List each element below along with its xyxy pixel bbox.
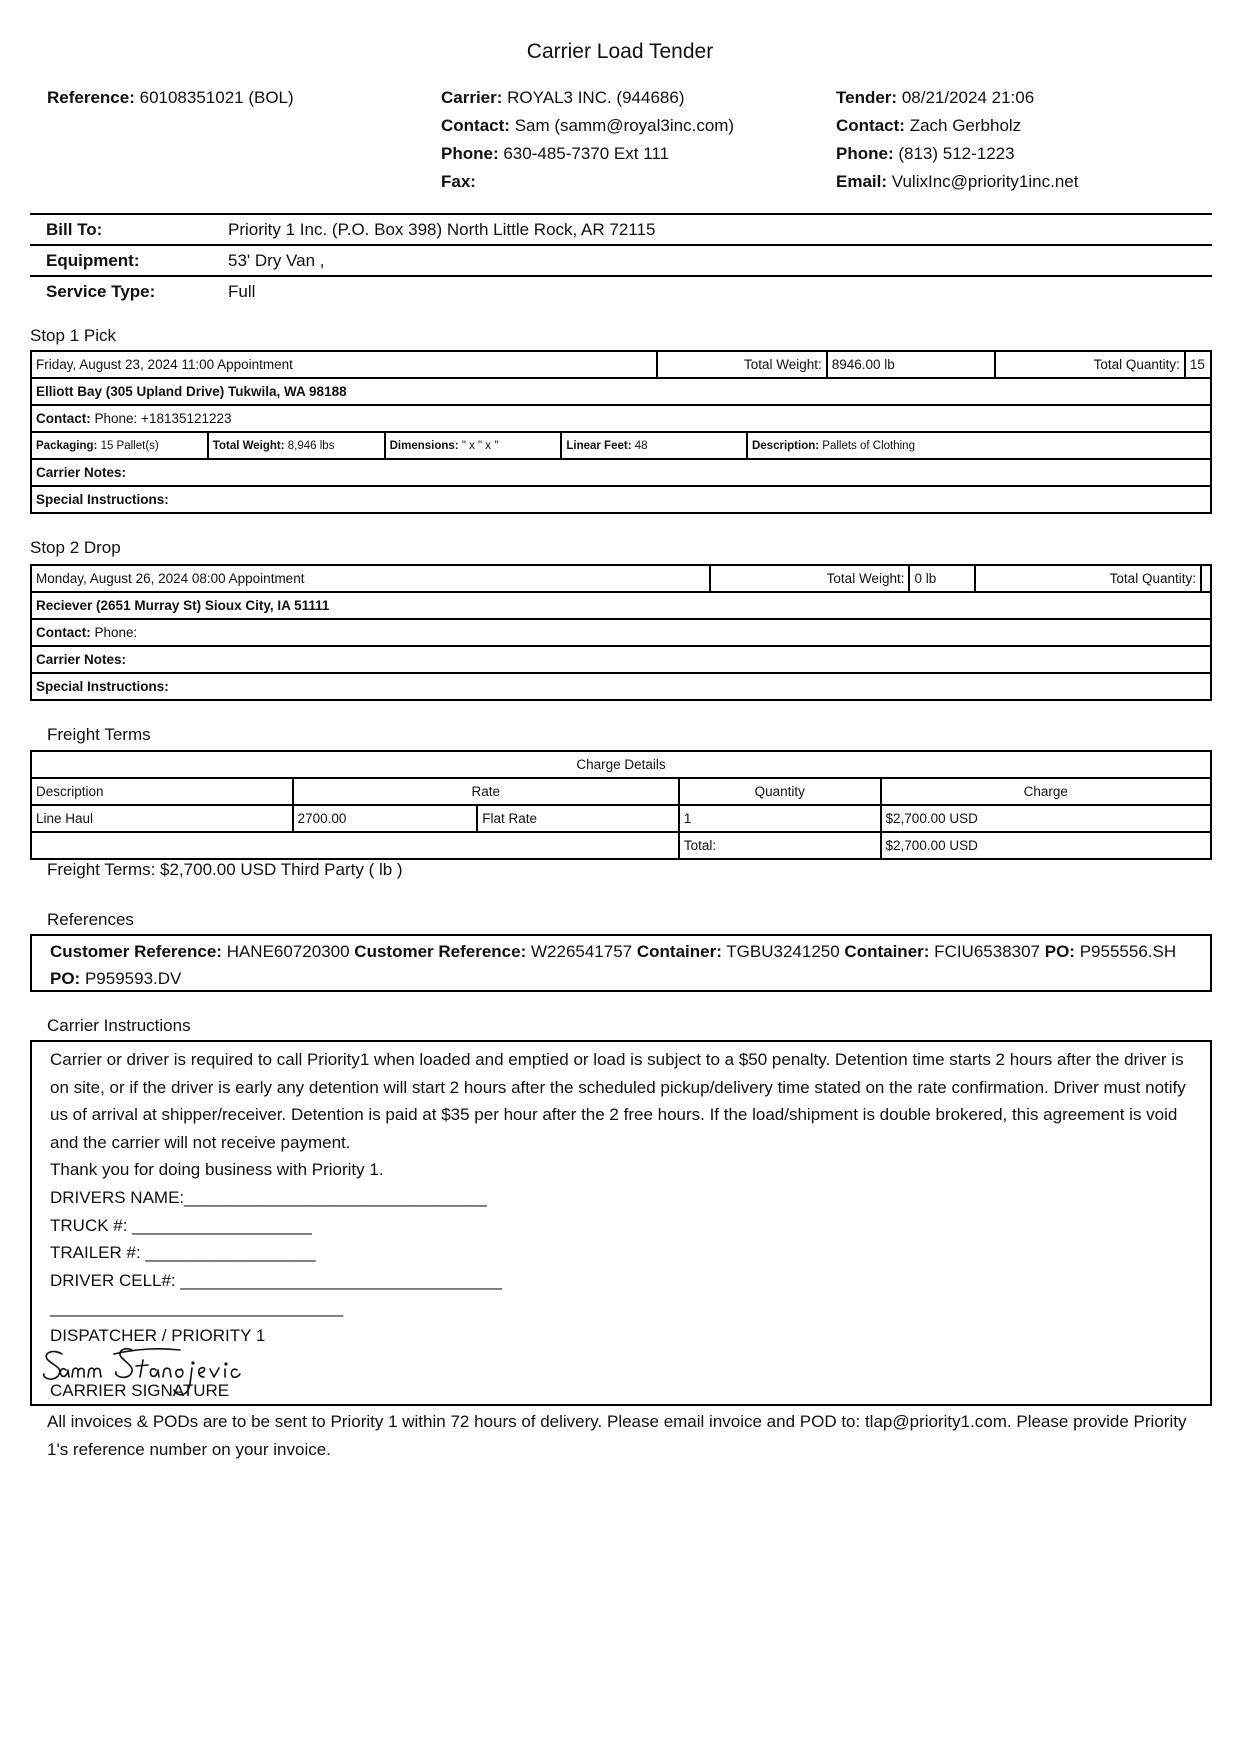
stop1-special-instructions: Special Instructions: bbox=[31, 486, 1211, 513]
tender-value: 08/21/2024 21:06 bbox=[901, 88, 1035, 107]
reference-value-1: HANE60720300 bbox=[226, 942, 350, 961]
stop1-linear-feet bbox=[561, 432, 747, 459]
reference-value-2: W226541757 bbox=[530, 942, 633, 961]
stop1-dimensions-label: Dimensions: bbox=[389, 439, 459, 452]
bill-to-value: Priority 1 Inc. (P.O. Box 398) North Little Rock, AR 72115 bbox=[228, 219, 656, 239]
reference-value-3: TGBU3241250 bbox=[726, 942, 840, 961]
carrier-signature-label: CARRIER SIGNATURE bbox=[50, 1380, 230, 1400]
trailer-line: TRAILER #: __________________ bbox=[50, 1243, 316, 1263]
stop2-contact-value: Phone: bbox=[94, 625, 138, 640]
references-box bbox=[30, 934, 1212, 992]
stop2-location: Reciever (2651 Murray St) Sioux City, IA 51111 bbox=[31, 592, 1211, 619]
stop1-linear-feet-label: Linear Feet: bbox=[566, 439, 632, 452]
stop1-description bbox=[747, 432, 1211, 459]
stop1-heading: Stop 1 Pick bbox=[30, 326, 116, 345]
service-type-label: Service Type: bbox=[46, 281, 156, 301]
reference-label: Reference: bbox=[47, 88, 135, 107]
carrier-phone-label: Phone: bbox=[441, 144, 499, 163]
stop1-packaging-value: 15 Pallet(s) bbox=[100, 439, 159, 452]
reference-label-4: Container: bbox=[844, 942, 930, 961]
bill-to-row bbox=[30, 213, 1212, 244]
tender-contact-value: Zach Gerbholz bbox=[909, 116, 1022, 135]
instructions-thanks: Thank you for doing business with Priority 1. bbox=[50, 1160, 384, 1180]
line-rate: 2700.00 bbox=[293, 805, 478, 832]
stop1-contact bbox=[31, 405, 1211, 432]
tender-phone-label: Phone: bbox=[836, 144, 894, 163]
reference-label-5: PO: bbox=[1044, 942, 1075, 961]
stop2-carrier-notes: Carrier Notes: bbox=[31, 646, 1211, 673]
freight-table bbox=[30, 750, 1212, 860]
header-tender bbox=[836, 84, 1078, 196]
stop1-description-value: Pallets of Clothing bbox=[822, 439, 915, 452]
stop2-special-instructions: Special Instructions: bbox=[31, 673, 1211, 700]
stop1-carrier-notes: Carrier Notes: bbox=[31, 459, 1211, 486]
driver-cell-line: DRIVER CELL#: __________________________________ bbox=[50, 1270, 502, 1290]
carrier-label: Carrier: bbox=[441, 88, 503, 107]
dispatcher-label: DISPATCHER / PRIORITY 1 bbox=[50, 1325, 266, 1345]
freight-terms-text: Freight Terms: $2,700.00 USD Third Party ( lb ) bbox=[47, 860, 403, 879]
carrier-signature-image bbox=[40, 1340, 330, 1400]
col-quantity-header: Quantity bbox=[679, 778, 881, 805]
equipment-label: Equipment: bbox=[46, 250, 140, 270]
truck-line: TRUCK #: ___________________ bbox=[50, 1215, 312, 1235]
stop2-appointment: Monday, August 26, 2024 08:00 Appointment bbox=[31, 565, 710, 592]
stop1-linear-feet-value: 48 bbox=[634, 439, 648, 452]
stop1-contact-label: Contact: bbox=[36, 411, 91, 426]
stop1-dimensions bbox=[385, 432, 562, 459]
service-type-value: Full bbox=[228, 281, 256, 301]
stop2-total-quantity bbox=[1201, 565, 1211, 592]
total-value: $2,700.00 USD bbox=[881, 832, 1211, 859]
stop1-dimensions-value: " x " x " bbox=[461, 439, 499, 452]
tender-label: Tender: bbox=[836, 88, 898, 107]
stop2-total-weight: 0 lb bbox=[909, 565, 975, 592]
reference-value-5: P955556.SH bbox=[1079, 942, 1177, 961]
instructions-paragraph: Carrier or driver is required to call Priority1 when loaded and emptied or load is subject to a $50 penalty. Detention time starts 2 hours after the driver is on site, or if the driver is early any detention will start 2 hours after the scheduled pickup/delivery time stated on the rate confirmation. Driver must notify us of arrival at shipper/receiver. Detention is paid at $35 per hour after the 2 free hours. If the load/shipment is double brokered, this agreement is void and the carrier will not receive payment. bbox=[50, 1050, 1186, 1152]
equipment-row bbox=[30, 244, 1212, 275]
tender-email-label: Email: bbox=[836, 172, 888, 191]
carrier-contact-label: Contact: bbox=[441, 116, 510, 135]
charge-details-title: Charge Details bbox=[31, 751, 1211, 778]
reference-label-1: Customer Reference: bbox=[50, 942, 222, 961]
reference-label-3: Container: bbox=[636, 942, 722, 961]
col-charge-header: Charge bbox=[881, 778, 1211, 805]
stop1-total-quantity: 15 bbox=[1185, 351, 1211, 378]
stop2-total-quantity-label: Total Quantity: bbox=[975, 565, 1201, 592]
carrier-phone-value: 630-485-7370 Ext 111 bbox=[503, 144, 670, 163]
line-quantity: 1 bbox=[679, 805, 881, 832]
col-description-header: Description bbox=[31, 778, 293, 805]
line-rate-type: Flat Rate bbox=[477, 805, 679, 832]
equipment-value: 53' Dry Van , bbox=[228, 250, 325, 270]
line-charge: $2,700.00 USD bbox=[881, 805, 1211, 832]
reference-value-6: P959593.DV bbox=[84, 969, 182, 988]
stop2-contact bbox=[31, 619, 1211, 646]
reference-value: 60108351021 (BOL) bbox=[139, 88, 294, 107]
stop1-description-label: Description: bbox=[751, 439, 820, 452]
freight-heading: Freight Terms bbox=[47, 725, 151, 744]
col-rate-header: Rate bbox=[293, 778, 679, 805]
carrier-value: ROYAL3 INC. (944686) bbox=[507, 88, 685, 107]
stop1-total-quantity-label: Total Quantity: bbox=[995, 351, 1185, 378]
document-title: Carrier Load Tender bbox=[526, 40, 714, 63]
header-reference bbox=[47, 84, 294, 112]
bill-to-block bbox=[30, 213, 1212, 306]
stop1-total-weight-label: Total Weight: bbox=[657, 351, 827, 378]
references-heading: References bbox=[47, 910, 134, 929]
stop1-contact-value: Phone: +18135121223 bbox=[94, 411, 232, 426]
total-spacer bbox=[31, 832, 679, 859]
reference-label-2: Customer Reference: bbox=[354, 942, 527, 961]
stop1-packaging-label: Packaging: bbox=[36, 439, 98, 452]
drivers-name-line: DRIVERS NAME:________________________________ bbox=[50, 1187, 487, 1207]
reference-label-6: PO: bbox=[50, 969, 81, 988]
tender-phone-value: (813) 512-1223 bbox=[898, 144, 1015, 163]
stop2-table bbox=[30, 564, 1212, 701]
instructions-heading: Carrier Instructions bbox=[47, 1016, 191, 1035]
stop1-weight bbox=[208, 432, 385, 459]
line-description: Line Haul bbox=[31, 805, 293, 832]
stop2-heading: Stop 2 Drop bbox=[30, 538, 121, 557]
stop1-total-weight: 8946.00 lb bbox=[827, 351, 996, 378]
carrier-fax-label: Fax: bbox=[441, 172, 476, 191]
stop1-location: Elliott Bay (305 Upland Drive) Tukwila, WA 98188 bbox=[31, 378, 1211, 405]
stop2-contact-label: Contact: bbox=[36, 625, 91, 640]
bill-to-label: Bill To: bbox=[46, 219, 103, 239]
header-carrier bbox=[441, 84, 734, 196]
stop2-total-weight-label: Total Weight: bbox=[710, 565, 910, 592]
tender-email-value: VulixInc@priority1inc.net bbox=[891, 172, 1079, 191]
stop1-weight-value: 8,946 lbs bbox=[287, 439, 335, 452]
stop1-table bbox=[30, 350, 1212, 514]
tender-contact-label: Contact: bbox=[836, 116, 905, 135]
carrier-contact-value: Sam (samm@royal3inc.com) bbox=[514, 116, 735, 135]
stop1-appointment: Friday, August 23, 2024 11:00 Appointment bbox=[31, 351, 657, 378]
service-type-row bbox=[30, 275, 1212, 306]
dispatcher-signature-line: _______________________________ bbox=[50, 1298, 344, 1318]
stop1-weight-label: Total Weight: bbox=[212, 439, 285, 452]
reference-value-4: FCIU6538307 bbox=[934, 942, 1040, 961]
total-label: Total: bbox=[679, 832, 881, 859]
stop1-packaging bbox=[31, 432, 208, 459]
footer-note: All invoices & PODs are to be sent to Priority 1 within 72 hours of delivery. Please email invoice and POD to: tlap@priority1.com. Please provide Priority 1's reference number on your invoice. bbox=[47, 1412, 1187, 1459]
